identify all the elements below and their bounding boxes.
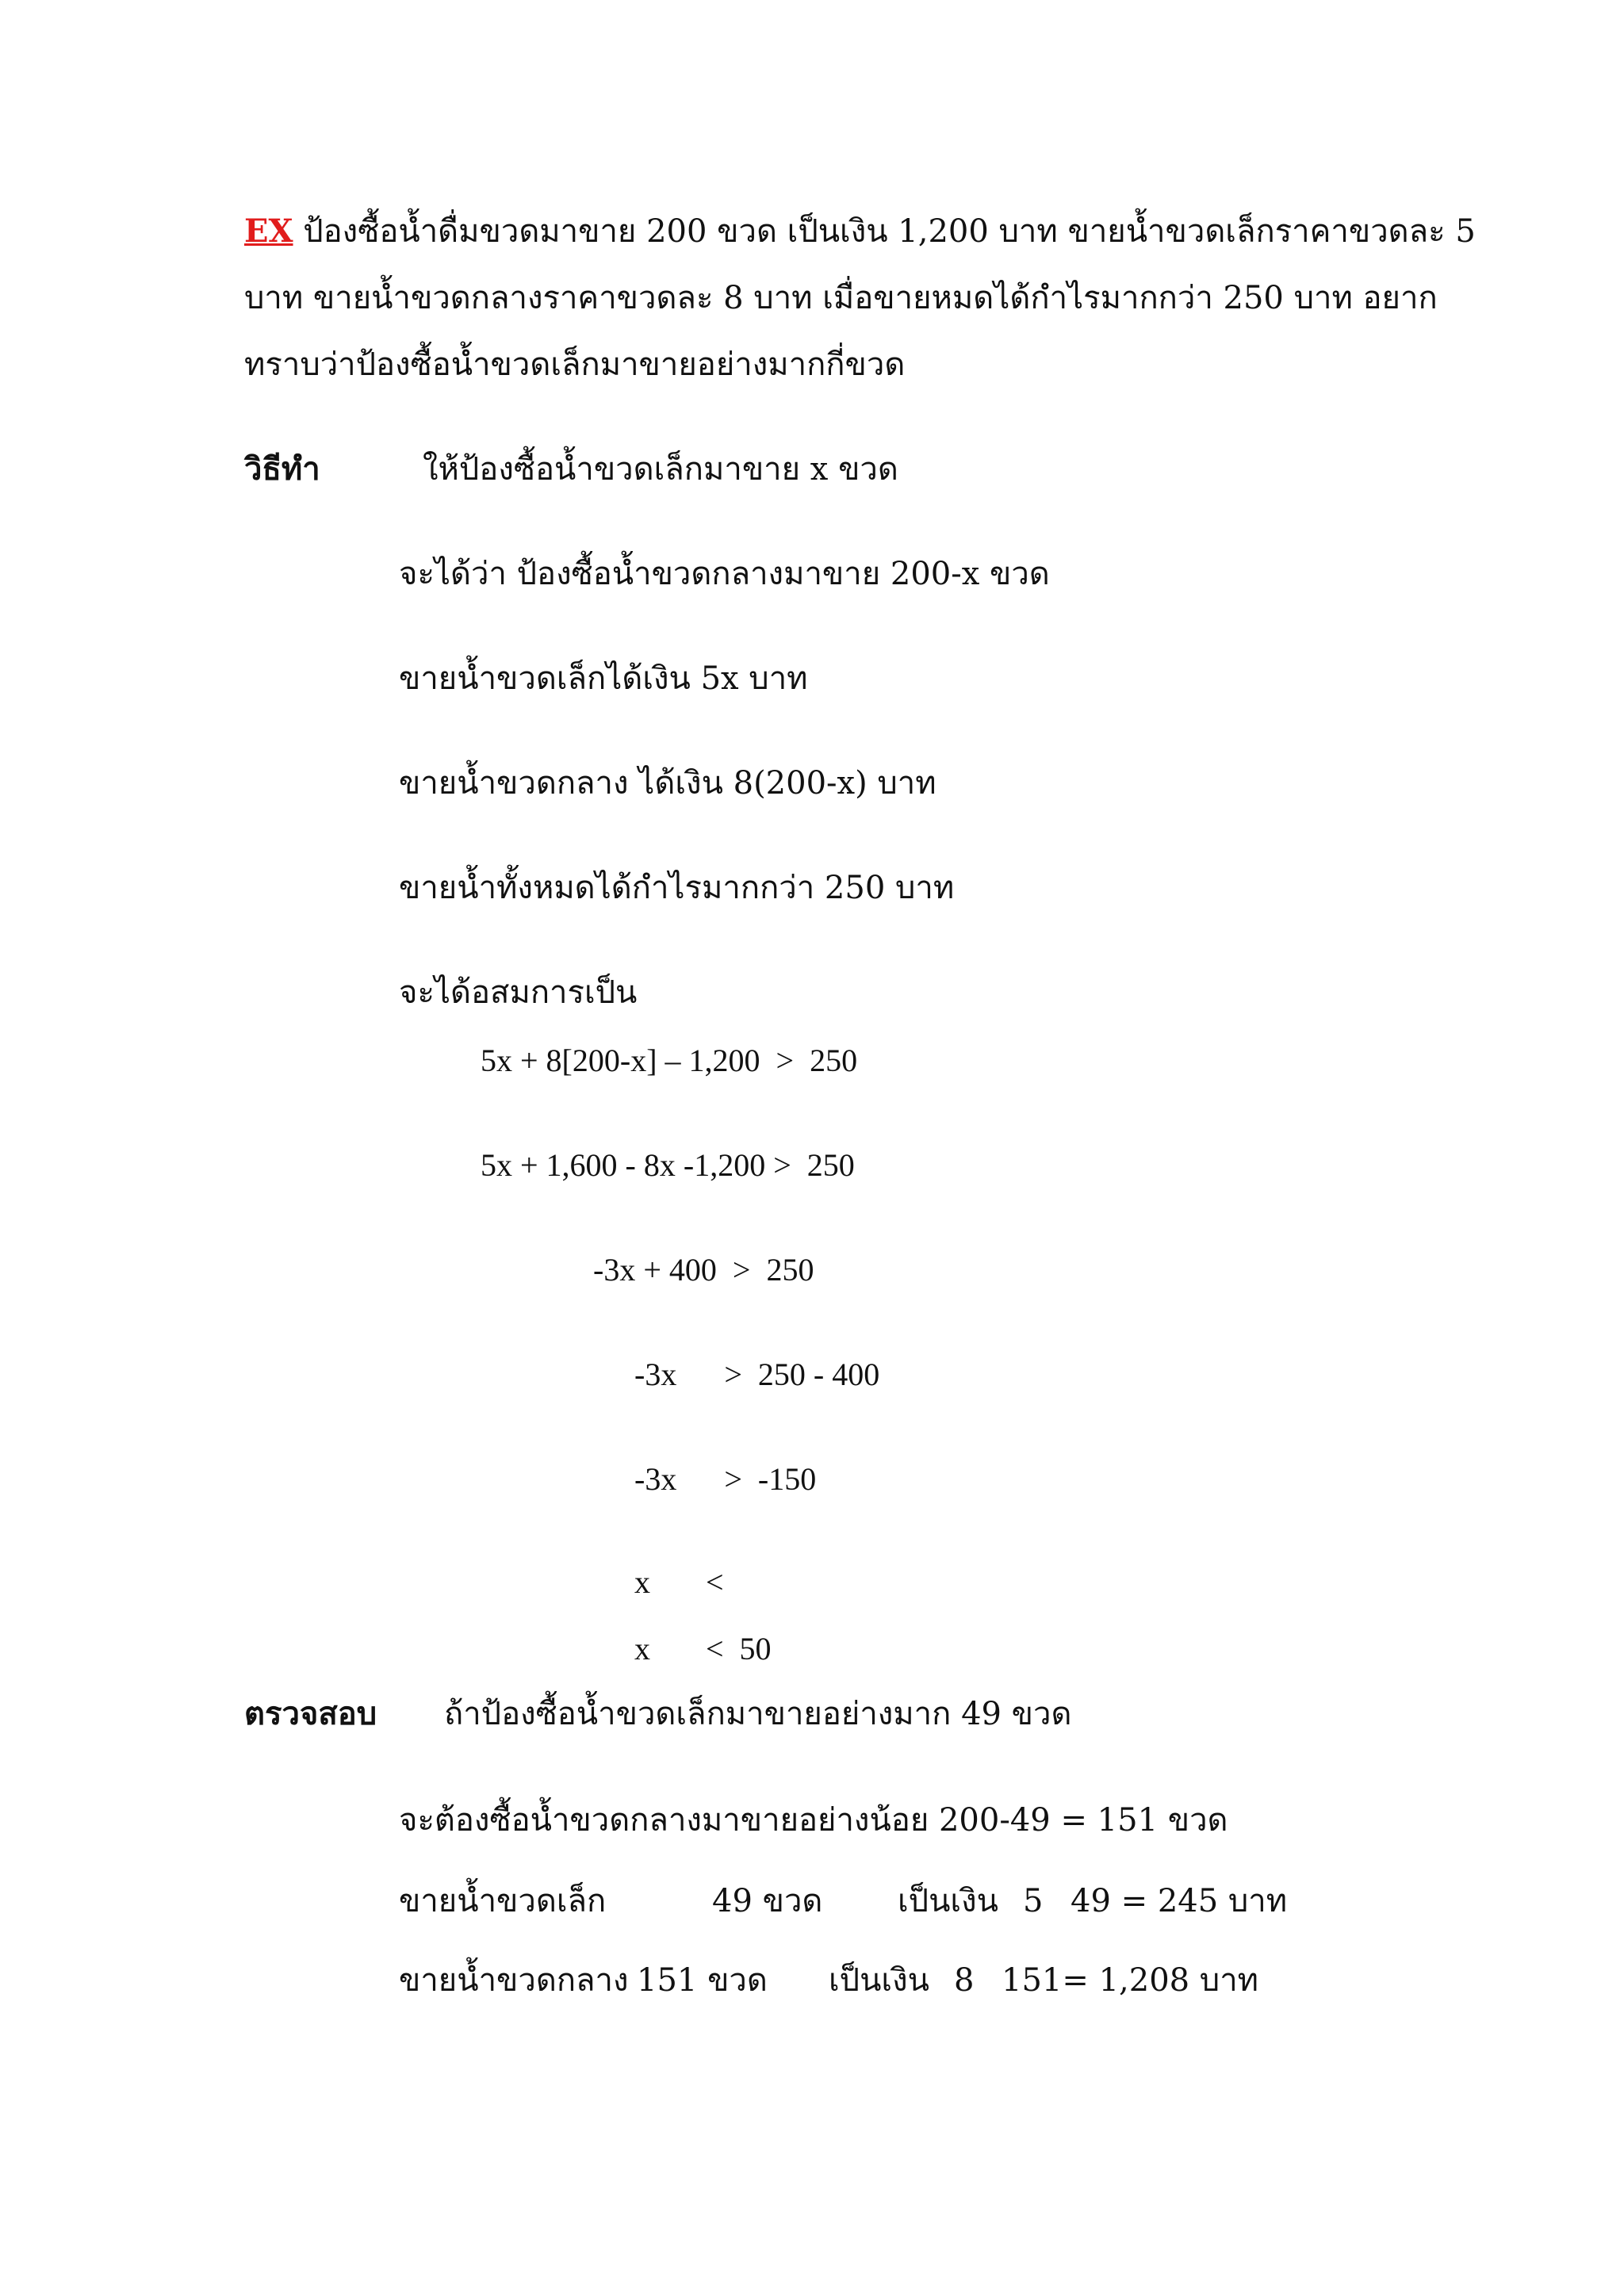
equation-7: x < 50 bbox=[634, 1631, 772, 1667]
solution-step-3: ขายน้ำขวดกลาง ได้เงิน 8(200-x) บาท bbox=[399, 765, 936, 802]
solution-step-5: จะได้อสมการเป็น bbox=[399, 974, 638, 1011]
equation-5: -3x > -150 bbox=[634, 1461, 817, 1497]
solution-let: ให้ป้องซื้อน้ำขวดเล็กมาขาย x ขวด bbox=[423, 451, 898, 488]
solution-step-4: ขายน้ำทั้งหมดได้กำไรมากกว่า 250 บาท bbox=[399, 870, 955, 906]
equation-3: -3x + 400 > 250 bbox=[593, 1252, 814, 1288]
equation-4: -3x > 250 - 400 bbox=[634, 1357, 880, 1392]
solution-step-2: ขายน้ำขวดเล็กได้เงิน 5x บาท bbox=[399, 660, 808, 697]
small-qty: 49 ขวด bbox=[712, 1883, 823, 1919]
medium-expr-a: 8 bbox=[954, 1962, 975, 1999]
problem-line-2: บาท ขายน้ำขวดกลางราคาขวดละ 8 บาท เมื่อขายหมดได้กำไรมากกว่า 250 บาท อยาก bbox=[244, 280, 1438, 316]
small-money-label: เป็นเงิน bbox=[898, 1883, 998, 1919]
equation-6: x < bbox=[634, 1564, 724, 1600]
small-expr-b: 49 = 245 บาท bbox=[1071, 1883, 1288, 1919]
problem-line-3: ทราบว่าป้องซื้อน้ำขวดเล็กมาขายอย่างมากกี่ขวด bbox=[244, 346, 906, 383]
check-intro: ถ้าป้องซื้อน้ำขวดเล็กมาขายอย่างมาก 49 ขวด bbox=[444, 1696, 1072, 1732]
medium-expr-b: 151= 1,208 บาท bbox=[1002, 1962, 1259, 1999]
small-expr-a: 5 bbox=[1023, 1883, 1044, 1919]
solution-heading: วิธีทำ bbox=[244, 450, 320, 488]
problem-line-1 bbox=[244, 211, 1476, 252]
example-label: EX bbox=[244, 212, 293, 250]
check-heading: ตรวจสอบ bbox=[244, 1695, 377, 1732]
small-label: ขายน้ำขวดเล็ก bbox=[399, 1883, 607, 1919]
problem-text-1: ป้องซื้อน้ำดื่มขวดมาขาย 200 ขวด เป็นเงิน 1,200 บาท ขายน้ำขวดเล็กราคาขวดละ 5 bbox=[303, 213, 1476, 250]
check-line-1: จะต้องซื้อน้ำขวดกลางมาขายอย่างน้อย 200-49 = 151 ขวด bbox=[399, 1802, 1228, 1839]
equation-1: 5x + 8[200-x] – 1,200 > 250 bbox=[481, 1043, 858, 1078]
medium-label: ขายน้ำขวดกลาง bbox=[399, 1962, 629, 1999]
medium-qty: 151 ขวด bbox=[637, 1962, 768, 1999]
medium-money-label: เป็นเงิน bbox=[829, 1962, 929, 1999]
equation-2: 5x + 1,600 - 8x -1,200 > 250 bbox=[481, 1147, 855, 1183]
solution-step-1: จะได้ว่า ป้องซื้อน้ำขวดกลางมาขาย 200-x ขวด bbox=[399, 556, 1050, 592]
